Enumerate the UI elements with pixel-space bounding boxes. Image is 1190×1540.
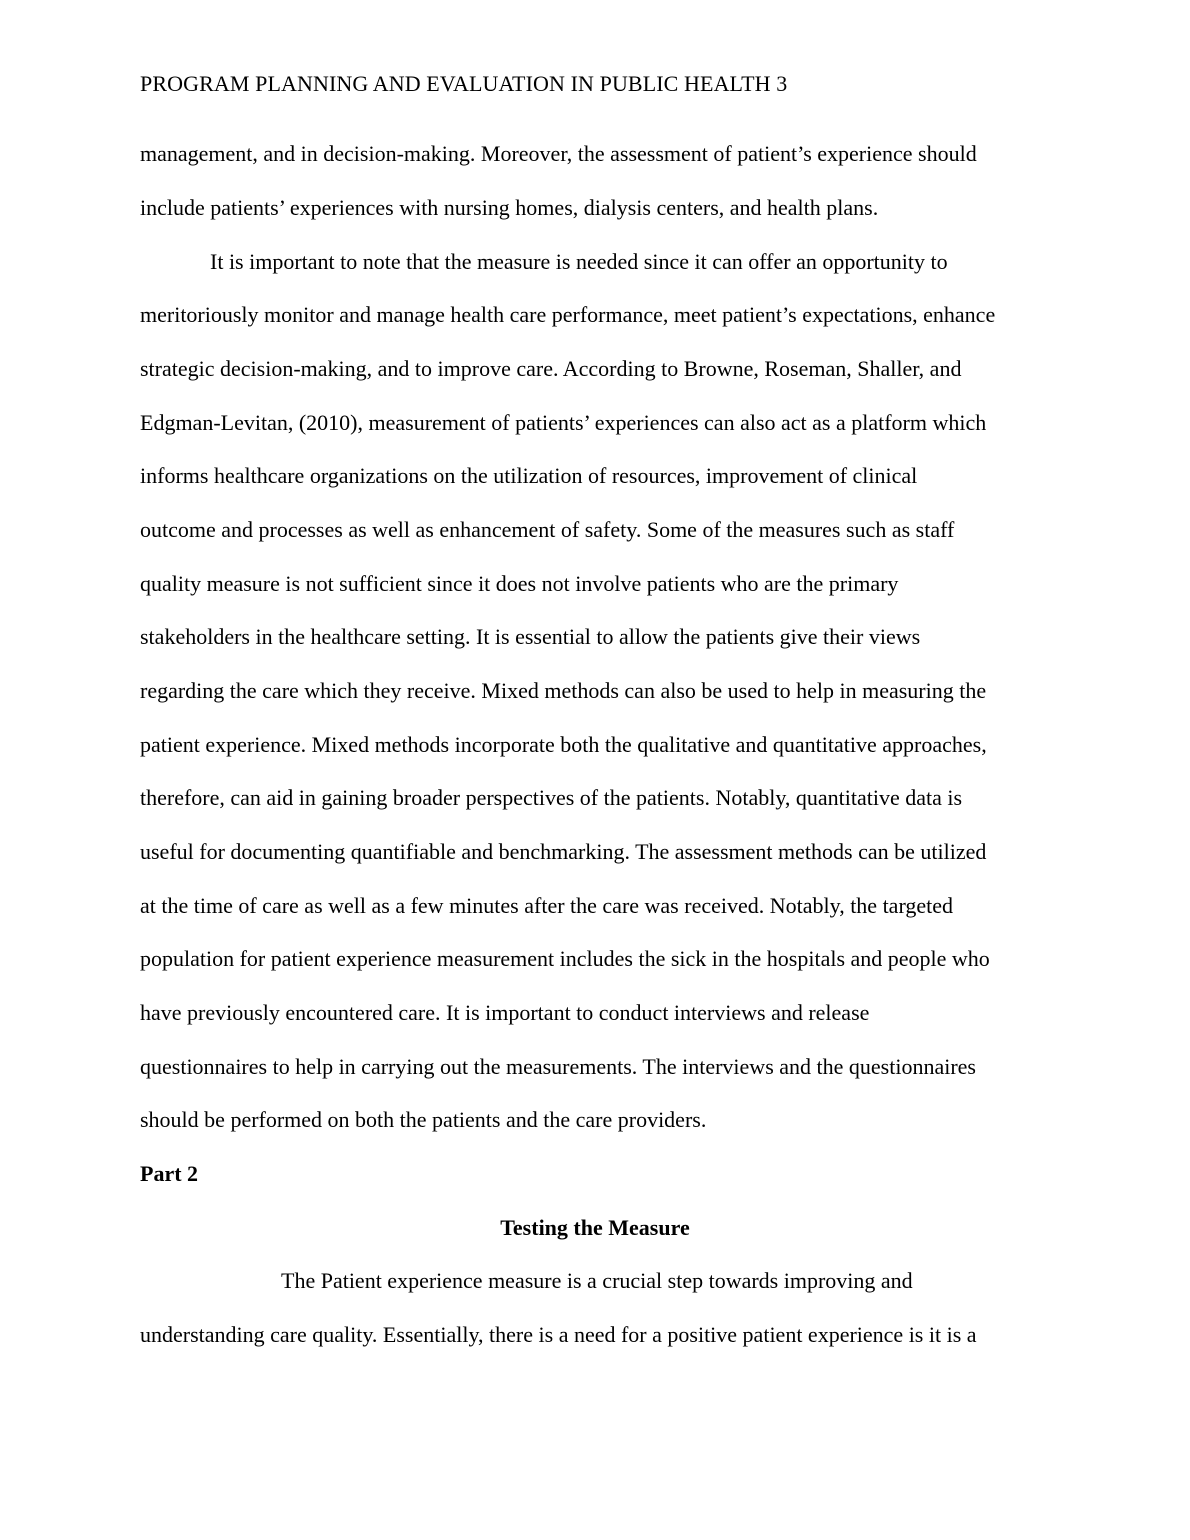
part-heading: Part 2 [140, 1161, 199, 1186]
body-line: population for patient experience measurement includes the sick in the hospitals and people who [140, 946, 990, 971]
body-line: stakeholders in the healthcare setting. It is essential to allow the patients give their views [140, 624, 921, 649]
body-line: useful for documenting quantifiable and benchmarking. The assessment methods can be utilized [140, 839, 987, 864]
running-head: PROGRAM PLANNING AND EVALUATION IN PUBLIC HEALTH 3 [140, 71, 788, 96]
paragraph-first-line: The Patient experience measure is a crucial step towards improving and [281, 1268, 913, 1293]
body-line: informs healthcare organizations on the utilization of resources, improvement of clinical [140, 463, 918, 488]
body-line: therefore, can aid in gaining broader perspectives of the patients. Notably, quantitative data is [140, 785, 963, 810]
body-line: management, and in decision-making. Moreover, the assessment of patient’s experience should [140, 141, 977, 166]
body-line: patient experience. Mixed methods incorporate both the qualitative and quantitative approaches, [140, 732, 987, 757]
body-line: understanding care quality. Essentially, there is a need for a positive patient experience is it is a [140, 1322, 977, 1347]
body-line: regarding the care which they receive. Mixed methods can also be used to help in measuring the [140, 678, 987, 703]
body-line: strategic decision-making, and to improve care. According to Browne, Roseman, Shaller, and [140, 356, 962, 381]
body-line: have previously encountered care. It is important to conduct interviews and release [140, 1000, 870, 1025]
body-line: meritoriously monitor and manage health care performance, meet patient’s expectations, enhance [140, 302, 996, 327]
body-line: include patients’ experiences with nursing homes, dialysis centers, and health plans. [140, 195, 879, 220]
body-line: at the time of care as well as a few minutes after the care was received. Notably, the targeted [140, 893, 954, 918]
body-line: should be performed on both the patients and the care providers. [140, 1107, 707, 1132]
paragraph-first-line: It is important to note that the measure is needed since it can offer an opportunity to [210, 249, 948, 274]
body-line: Edgman-Levitan, (2010), measurement of patients’ experiences can also act as a platform which [140, 410, 987, 435]
body-line: quality measure is not sufficient since it does not involve patients who are the primary [140, 571, 899, 596]
body-line: questionnaires to help in carrying out the measurements. The interviews and the questionnaires [140, 1054, 976, 1079]
section-title: Testing the Measure [500, 1215, 690, 1240]
body-line: outcome and processes as well as enhancement of safety. Some of the measures such as staff [140, 517, 955, 542]
